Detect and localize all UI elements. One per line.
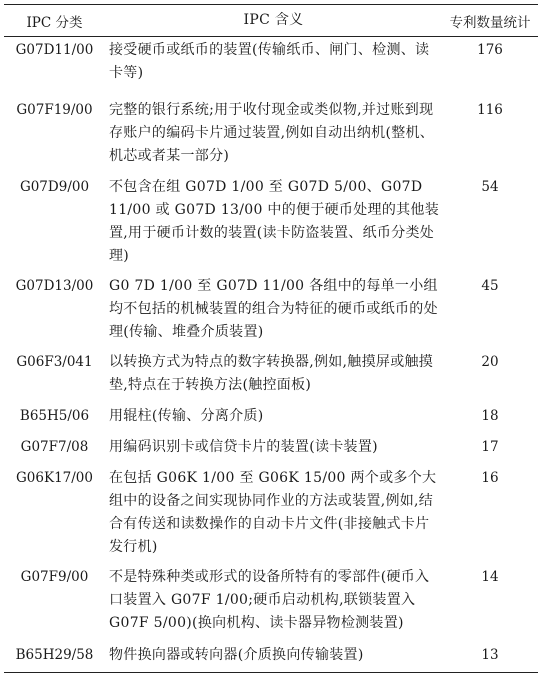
table-row: [4, 97, 538, 174]
ipc-code-cell: B65H29/58: [15, 647, 94, 663]
ipc-code-cell: G06F3/041: [16, 354, 93, 370]
ipc-code-cell: G07F7/08: [20, 439, 89, 455]
table-header: [4, 5, 538, 37]
header-ipc-meaning: IPC 含义: [243, 12, 304, 28]
table-row: [4, 349, 538, 403]
ipc-meaning-cell: G0 7D 1/00 至 G07D 11/00 各组中的每单一小组均不包括的机械装置的组合为特征的硬币或纸币的处理(传输、堆叠介质装置): [109, 278, 438, 340]
ipc-meaning-cell: 用辊柱(传输、分离介质): [109, 408, 264, 424]
header-patent-count: 专利数量统计: [449, 14, 531, 31]
ipc-meaning-cell: 在包括 G06K 1/00 至 G06K 15/00 两个或多个大组中的设备之间实现协同作业的方法或装置,例如,结合有传送和读数操作的自动卡片文件(非接触式卡片发行机): [109, 470, 437, 555]
ipc-meaning-cell: 完整的银行系统;用于收付现金或类似物,并过账到现存账户的编码卡片通过装置,例如自动出纳机(整机、机芯或者某一部分): [109, 102, 435, 164]
table-row: [4, 465, 538, 564]
ipc-code-cell: G07F19/00: [16, 102, 93, 118]
patent-count-cell: 45: [481, 278, 499, 294]
table-row: [4, 403, 538, 434]
patent-count-cell: 18: [481, 408, 499, 424]
ipc-meaning-cell: 不是特殊种类或形式的设备所特有的零部件(硬币入口装置入 G07F 1/00;硬币启动机构,联锁装置入 G07F 5/00)(换向机构、读卡器异物检测装置): [109, 569, 430, 631]
table-row: [4, 434, 538, 465]
ipc-meaning-cell: 用编码识别卡或信贷卡片的装置(读卡装置): [109, 439, 378, 455]
ipc-patent-table: [4, 4, 538, 673]
ipc-meaning-cell: 物件换向器或转向器(介质换向传输装置): [109, 647, 364, 663]
ipc-code-cell: G07F9/00: [20, 569, 89, 585]
table-row: [4, 642, 538, 672]
ipc-meaning-cell: 不包含在组 G07D 1/00 至 G07D 5/00、G07D 11/00 或 G07D 13/00 中的便于硬币处理的其他装置,用于硬币计数的装置(读卡防盗装置、纸币分类处理): [109, 179, 440, 264]
patent-count-cell: 13: [481, 647, 499, 663]
patent-count-cell: 17: [481, 439, 499, 455]
patent-count-cell: 16: [481, 470, 499, 486]
header-ipc-code: IPC 分类: [26, 14, 83, 31]
patent-count-cell: 14: [481, 569, 499, 585]
ipc-meaning-cell: 接受硬币或纸币的装置(传输纸币、闸门、检测、读卡等): [109, 42, 430, 81]
table-row: [4, 564, 538, 642]
ipc-meaning-cell: 以转换方式为特点的数字转换器,例如,触摸屏或触摸垫,特点在于转换方法(触控面板): [109, 354, 434, 393]
ipc-code-cell: G07D11/00: [15, 42, 94, 58]
ipc-code-cell: B65H5/06: [19, 408, 90, 424]
ipc-code-cell: G06K17/00: [16, 470, 93, 486]
patent-count-cell: 54: [481, 179, 499, 195]
patent-count-cell: 116: [477, 102, 503, 118]
table-row: [4, 174, 538, 273]
table-row: [4, 37, 538, 97]
table-row: [4, 273, 538, 349]
patent-count-cell: 20: [481, 354, 499, 370]
ipc-code-cell: G07D9/00: [19, 179, 90, 195]
patent-count-cell: 176: [477, 42, 503, 58]
ipc-code-cell: G07D13/00: [15, 278, 94, 294]
